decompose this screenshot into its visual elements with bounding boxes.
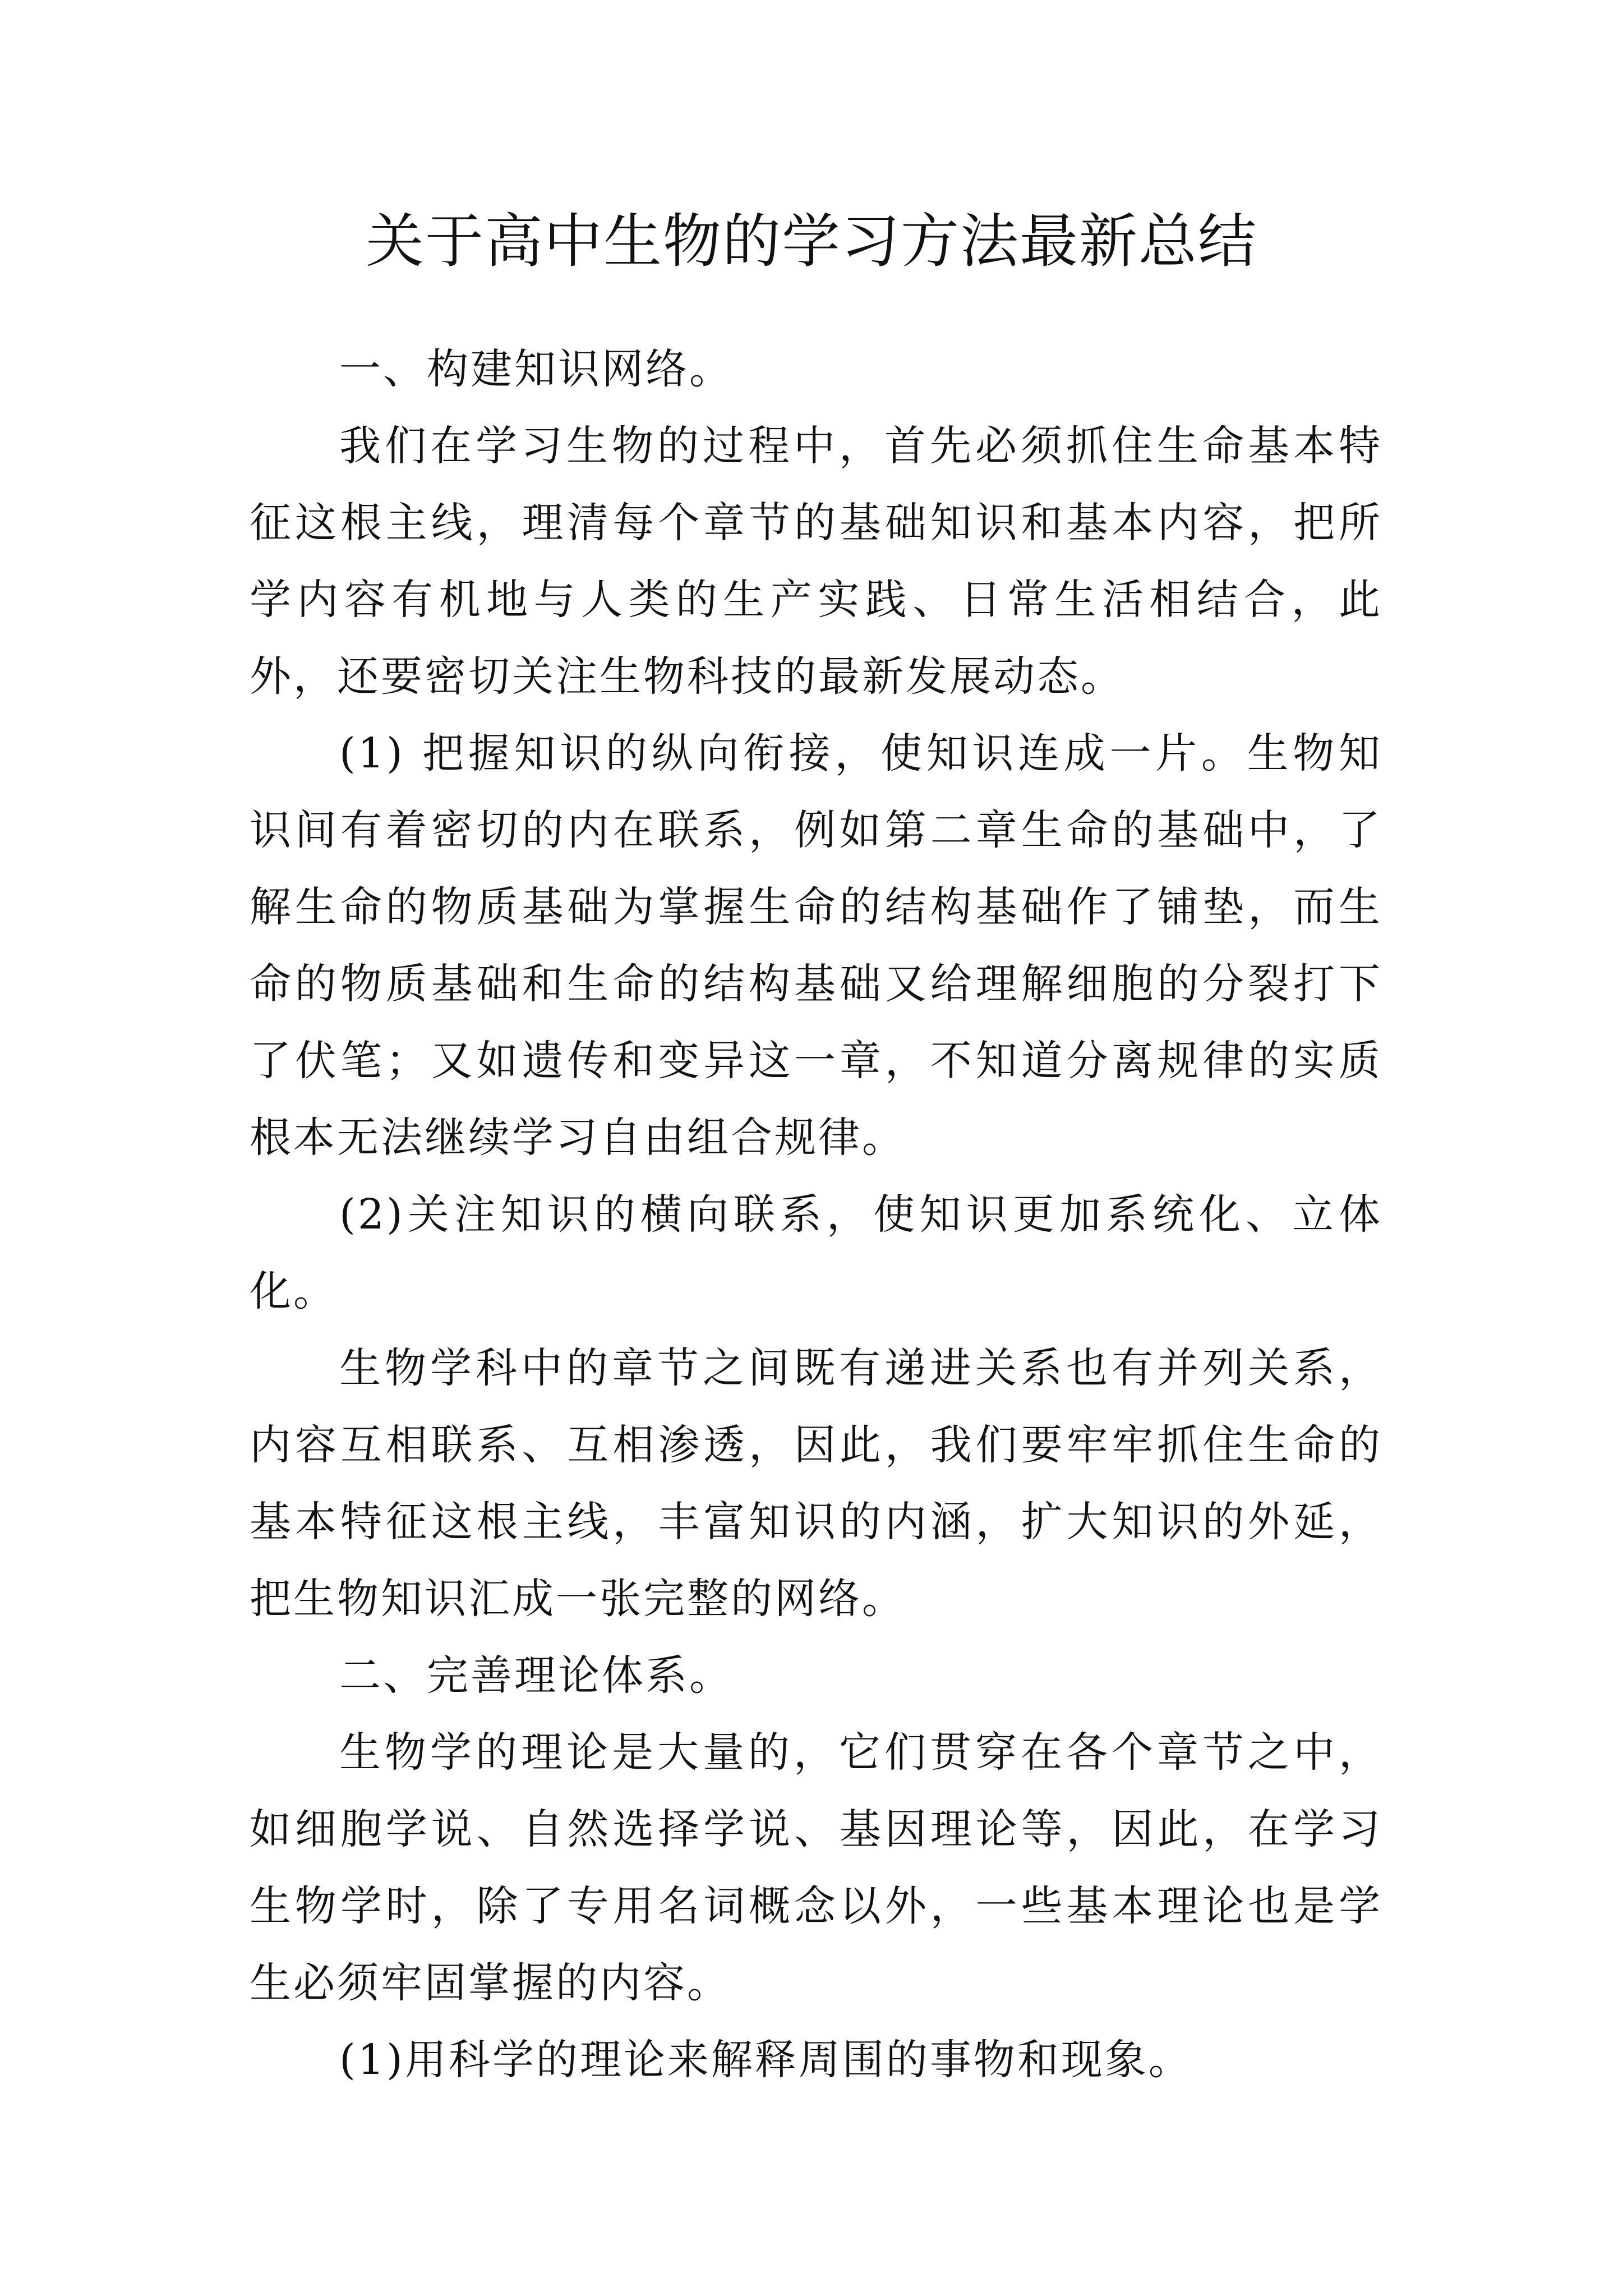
paragraph: (1) 把握知识的纵向衔接，使知识连成一片。生物知识间有着密切的内在联系，例如第二章生命的基础中，了解生命的物质基础为掌握生命的结构基础作了铺垫，而生命的物质基础和生命的结构基础又给理解细胞的分裂打下了伏笔；又如遗传和变异这一章，不知道分离规律的实质根本无法继续学习自由组合规律。 xyxy=(250,729,1382,1162)
paragraph: 生物学科中的章节之间既有递进关系也有并列关系，内容互相联系、互相渗透，因此，我们要牢牢抓住生命的基本特征这根主线，丰富知识的内涵，扩大知识的外延，把生物知识汇成一张完整的网络。 xyxy=(250,1344,1382,1623)
section-heading-2: 二、完善理论体系。 xyxy=(339,1651,733,1700)
paragraph: (2)关注知识的横向联系，使知识更加系统化、立体化。 xyxy=(250,1190,1382,1315)
paragraph: (1)用科学的理论来解释周围的事物和现象。 xyxy=(339,2036,1192,2084)
paragraph: 我们在学习生物的过程中，首先必须抓住生命基本特征这根主线，理清每个章节的基础知识和基本内容，把所学内容有机地与人类的生产实践、日常生活相结合，此外，还要密切关注生物科技的最新发展动态。 xyxy=(250,422,1382,701)
document-body xyxy=(250,331,1382,2099)
paragraph: 生物学的理论是大量的，它们贯穿在各个章节之中，如细胞学说、自然选择学说、基因理论等，因此，在学习生物学时，除了专用名词概念以外，一些基本理论也是学生必须牢固掌握的内容。 xyxy=(250,1728,1382,2007)
section-heading-1: 一、构建知识网络。 xyxy=(339,345,733,393)
document-title: 关于高中生物的学习方法最新总结 xyxy=(365,207,1257,275)
